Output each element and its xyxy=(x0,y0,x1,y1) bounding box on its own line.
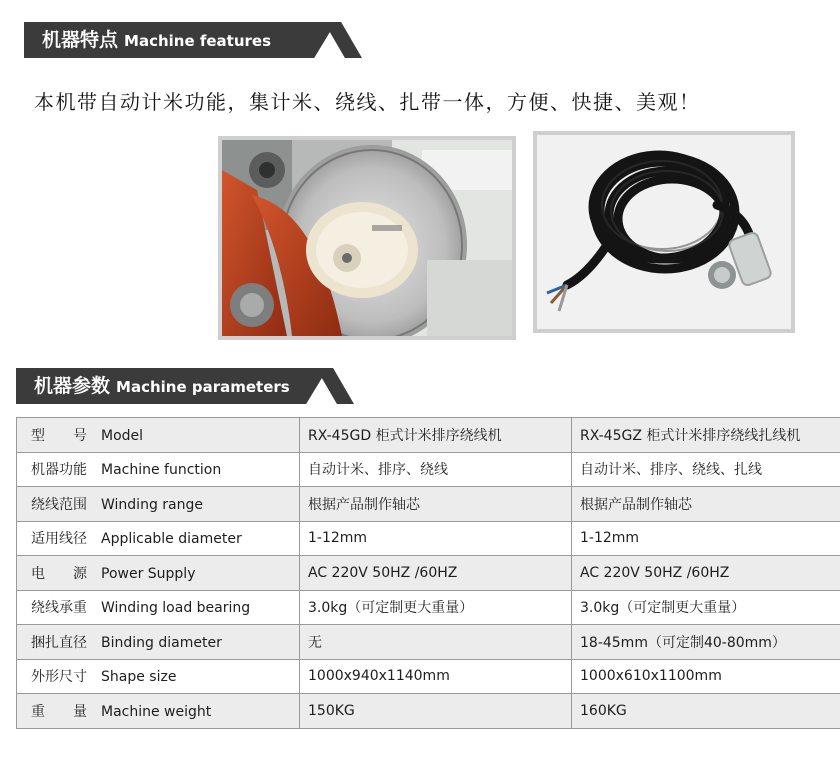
param-label-cell xyxy=(17,694,300,729)
params-section-header xyxy=(16,368,366,404)
param-label-en: Machine function xyxy=(101,462,222,479)
param-value-gz: 18-45mm（可定制40-80mm） xyxy=(572,625,840,660)
param-value-gz: AC 220V 50HZ /60HZ xyxy=(572,556,840,591)
param-label-zh: 电 源 xyxy=(31,565,87,582)
param-label-zh: 适用线径 xyxy=(31,531,87,548)
cable-illustration xyxy=(537,135,791,329)
param-value-gd: 根据产品制作轴芯 xyxy=(300,487,572,522)
param-value-gz: 1000x610x1100mm xyxy=(572,659,840,694)
features-description: 本机带自动计米功能，集计米、绕线、扎带一体，方便、快捷、美观！ xyxy=(34,90,701,114)
features-title-en: Machine features xyxy=(124,32,272,50)
table-row xyxy=(17,487,840,522)
param-label-cell xyxy=(17,590,300,625)
params-title-zh: 机器参数 xyxy=(34,375,111,397)
param-label-cell xyxy=(17,556,300,591)
param-label-cell xyxy=(17,452,300,487)
param-value-gd: 1000x940x1140mm xyxy=(300,659,572,694)
param-value-gd: 3.0kg（可定制更大重量） xyxy=(300,590,572,625)
param-label-cell xyxy=(17,659,300,694)
param-label-cell xyxy=(17,418,300,453)
table-row xyxy=(17,521,840,556)
param-value-gd: RX-45GD 柜式计米排序绕线机 xyxy=(300,418,572,453)
param-label-en: Shape size xyxy=(101,669,177,686)
machine-illustration xyxy=(222,140,512,336)
parameters-table-body xyxy=(17,418,840,729)
param-value-gz: 自动计米、排序、绕线、扎线 xyxy=(572,452,840,487)
parameters-table xyxy=(16,417,840,729)
param-label-en: Winding range xyxy=(101,496,203,513)
param-value-gd: AC 220V 50HZ /60HZ xyxy=(300,556,572,591)
param-label-zh: 型 号 xyxy=(31,427,87,444)
table-row xyxy=(17,452,840,487)
params-title xyxy=(34,368,290,404)
header-stripe xyxy=(316,368,354,404)
table-row xyxy=(17,625,840,660)
param-label-en: Applicable diameter xyxy=(101,531,242,548)
param-label-zh: 重 量 xyxy=(31,703,87,720)
param-label-en: Model xyxy=(101,427,144,444)
param-value-gz: RX-45GZ 柜式计米排序绕线扎线机 xyxy=(572,418,840,453)
param-value-gd: 无 xyxy=(300,625,572,660)
param-label-cell xyxy=(17,487,300,522)
param-value-gd: 自动计米、排序、绕线 xyxy=(300,452,572,487)
param-value-gz: 1-12mm xyxy=(572,521,840,556)
features-title-zh: 机器特点 xyxy=(42,29,119,51)
param-label-zh: 捆扎直径 xyxy=(31,634,87,651)
param-value-gz: 160KG xyxy=(572,694,840,729)
param-label-en: Power Supply xyxy=(101,565,196,582)
param-label-zh: 绕线承重 xyxy=(31,600,87,617)
table-row xyxy=(17,659,840,694)
cable-photo xyxy=(533,131,795,333)
features-title xyxy=(42,22,271,58)
param-value-gz: 根据产品制作轴芯 xyxy=(572,487,840,522)
param-label-cell xyxy=(17,521,300,556)
header-stripe xyxy=(324,22,362,58)
param-value-gz: 3.0kg（可定制更大重量） xyxy=(572,590,840,625)
param-label-en: Machine weight xyxy=(101,703,212,720)
param-value-gd: 1-12mm xyxy=(300,521,572,556)
machine-photo xyxy=(218,136,516,340)
table-row xyxy=(17,418,840,453)
param-label-zh: 绕线范围 xyxy=(31,496,87,513)
param-label-cell xyxy=(17,625,300,660)
param-value-gd: 150KG xyxy=(300,694,572,729)
param-label-zh: 机器功能 xyxy=(31,462,87,479)
table-row xyxy=(17,694,840,729)
param-label-zh: 外形尺寸 xyxy=(31,669,87,686)
params-title-en: Machine parameters xyxy=(116,378,290,396)
table-row xyxy=(17,556,840,591)
table-row xyxy=(17,590,840,625)
features-section-header xyxy=(24,22,374,58)
param-label-en: Winding load bearing xyxy=(101,600,251,617)
param-label-en: Binding diameter xyxy=(101,634,222,651)
